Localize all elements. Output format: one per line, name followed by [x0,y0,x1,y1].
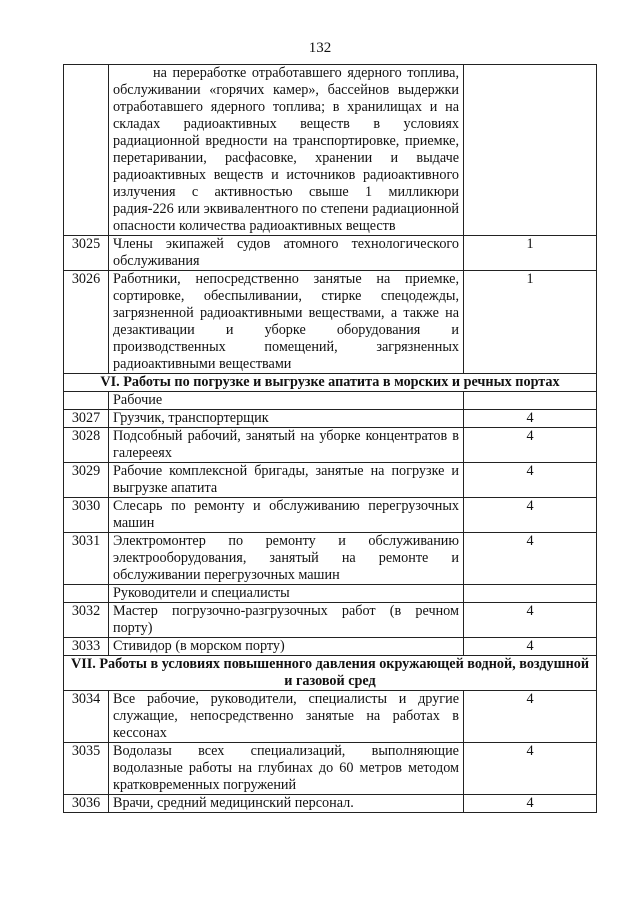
item-value: 4 [464,463,597,498]
table-row [64,743,597,795]
group-heading-row [64,585,597,603]
table-row [64,65,597,236]
item-description: Стивидор (в морском порту) [109,638,464,656]
table-row [64,795,597,813]
item-code: 3027 [64,410,109,428]
item-description: Все рабочие, руководители, специалисты и другие служащие, непосредственно занятые на работах в кессонах [109,691,464,743]
item-code: 3031 [64,533,109,585]
section-heading: VII. Работы в условиях повышенного давления окружающей водной, воздушной и газовой сред [64,656,597,691]
item-description: Врачи, средний медицинский персонал. [109,795,464,813]
item-value: 1 [464,236,597,271]
item-value: 4 [464,410,597,428]
item-value: 4 [464,795,597,813]
item-code: 3036 [64,795,109,813]
item-description: Члены экипажей судов атомного технологического обслуживания [109,236,464,271]
item-value: 4 [464,691,597,743]
table-row [64,236,597,271]
table-row [64,271,597,374]
item-value: 4 [464,603,597,638]
table-row [64,463,597,498]
section-heading-row [64,374,597,392]
section-heading: VI. Работы по погрузке и выгрузке апатита в морских и речных портах [64,374,597,392]
group-heading: Рабочие [109,392,464,410]
table-row [64,533,597,585]
benefits-table [63,64,597,813]
item-value [464,392,597,410]
page-number: 132 [308,40,332,56]
item-description: Электромонтер по ремонту и обслуживанию электрооборудования, занятый на ремонте и обслуживании перегрузочных машин [109,533,464,585]
group-heading: Руководители и специалисты [109,585,464,603]
item-code [64,65,109,236]
item-code: 3030 [64,498,109,533]
group-heading-row [64,392,597,410]
section-heading-row [64,656,597,691]
table-row [64,498,597,533]
item-code [64,585,109,603]
item-code: 3035 [64,743,109,795]
item-code: 3026 [64,271,109,374]
item-value: 4 [464,428,597,463]
item-value [464,65,597,236]
item-value: 4 [464,638,597,656]
item-description: Подсобный рабочий, занятый на уборке концентратов в галерееях [109,428,464,463]
table-row [64,428,597,463]
item-value: 4 [464,498,597,533]
item-description: Водолазы всех специализаций, выполняющие водолазные работы на глубинах до 60 метров методом кратковременных погружений [109,743,464,795]
item-value: 1 [464,271,597,374]
item-description: Работники, непосредственно занятые на приемке, сортировке, обеспыливании, стирке спецодежды, загрязненной радиоактивными веществами, а также на дезактивации и уборке оборудования и производственных помещений, загрязненных радиоактивными веществами [109,271,464,374]
item-code: 3034 [64,691,109,743]
item-code: 3032 [64,603,109,638]
table-row [64,603,597,638]
item-value: 4 [464,533,597,585]
item-code [64,392,109,410]
table-row [64,410,597,428]
item-description: Рабочие комплексной бригады, занятые на погрузке и выгрузке апатита [109,463,464,498]
item-code: 3029 [64,463,109,498]
item-description: Мастер погрузочно-разгрузочных работ (в речном порту) [109,603,464,638]
item-description: Слесарь по ремонту и обслуживанию перегрузочных машин [109,498,464,533]
item-value [464,585,597,603]
item-code: 3025 [64,236,109,271]
table-row [64,638,597,656]
item-code: 3033 [64,638,109,656]
item-description: Грузчик, транспортерщик [109,410,464,428]
item-code: 3028 [64,428,109,463]
item-value: 4 [464,743,597,795]
item-description: на переработке отработавшего ядерного топлива, обслуживании «горячих камер», бассейнов выдержки отработавшего ядерного топлива; в хранилищах и на складах радиоактивных веществ в условиях радиационной вредности на транспортировке, приемке, перетаривании, расфасовке, хранении и выдаче радиоактивных веществ и источников радиоактивного излучения с активностью свыше 1 милликюри радия-226 или эквивалентного по степени радиационной опасности количества радиоактивных веществ [109,65,464,236]
table-row [64,691,597,743]
